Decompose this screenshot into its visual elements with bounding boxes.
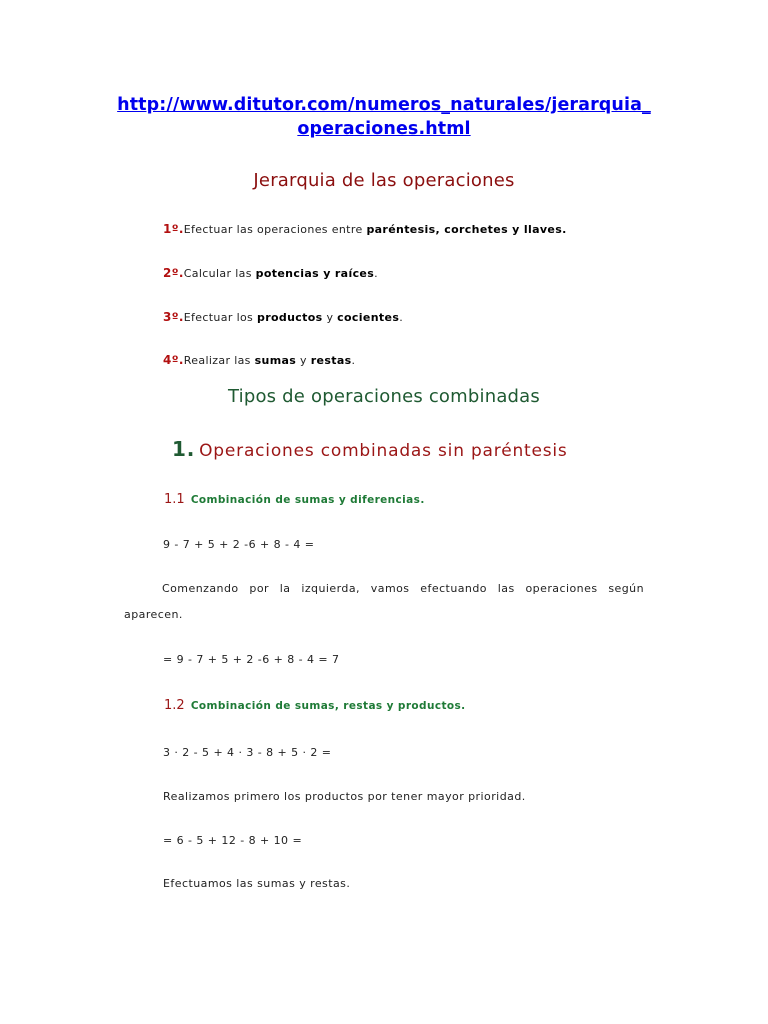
- rule-number: 1º.: [163, 222, 184, 236]
- subsection-heading-1-2: [164, 698, 466, 713]
- next-step-text: Efectuamos las sumas y restas.: [163, 877, 351, 890]
- section-number: 1.: [172, 437, 196, 461]
- rule-number: 2º.: [163, 266, 184, 280]
- explanation-line-2: aparecen.: [124, 608, 183, 621]
- rule-text: Efectuar las operaciones entre: [183, 223, 367, 236]
- source-url-link[interactable]: [0, 93, 768, 141]
- expression-1-1: 9 - 7 + 5 + 2 -6 + 8 - 4 =: [163, 538, 315, 551]
- explanation-line-1: Comenzando por la izquierda, vamos efectuando las operaciones según: [162, 582, 644, 595]
- rule-number: 3º.: [163, 310, 184, 324]
- rule-text: Efectuar los: [183, 311, 257, 324]
- source-url-line1[interactable]: http://www.ditutor.com/numeros_naturales/jerarquia_: [117, 95, 651, 115]
- subsection-heading-1-1: [164, 492, 425, 507]
- rule-bold-2: restas: [310, 354, 352, 367]
- explanation-1-2: Realizamos primero los productos por tener mayor prioridad.: [163, 790, 526, 803]
- rule-item-1: [163, 222, 567, 236]
- subsection-title: Combinación de sumas, restas y productos.: [190, 700, 466, 712]
- rule-item-2: [163, 266, 378, 280]
- rule-number: 4º.: [163, 353, 184, 367]
- rule-bold: sumas: [254, 354, 297, 367]
- subsection-title: Combinación de sumas y diferencias.: [190, 494, 425, 506]
- source-url-line2[interactable]: operaciones.html: [297, 119, 471, 139]
- rule-item-3: [163, 310, 403, 324]
- rule-bold: paréntesis, corchetes y llaves.: [366, 223, 567, 236]
- rule-text-mid: y: [322, 311, 338, 324]
- section-title: Operaciones combinadas sin paréntesis: [199, 441, 568, 461]
- rule-bold: productos: [256, 311, 323, 324]
- explanation-1-1: [124, 576, 644, 628]
- rule-text-end: .: [351, 354, 356, 367]
- section-heading-1: [172, 437, 568, 461]
- rule-text: Realizar las: [183, 354, 255, 367]
- rule-text-end: .: [399, 311, 404, 324]
- result-1-1: = 9 - 7 + 5 + 2 -6 + 8 - 4 = 7: [163, 653, 340, 666]
- expression-1-2: 3 · 2 - 5 + 4 · 3 - 8 + 5 · 2 =: [163, 746, 332, 759]
- rule-text-mid: y: [296, 354, 311, 367]
- page-title: Jerarquia de las operaciones: [253, 170, 515, 191]
- subsection-number: 1.1: [164, 492, 185, 507]
- types-heading: Tipos de operaciones combinadas: [228, 386, 540, 407]
- step-1-2: = 6 - 5 + 12 - 8 + 10 =: [163, 834, 303, 847]
- rule-text-end: .: [374, 267, 379, 280]
- rule-bold: potencias y raíces: [255, 267, 375, 280]
- subsection-number: 1.2: [164, 698, 185, 713]
- rule-text: Calcular las: [183, 267, 256, 280]
- rule-bold-2: cocientes: [337, 311, 400, 324]
- rule-item-4: [163, 353, 355, 367]
